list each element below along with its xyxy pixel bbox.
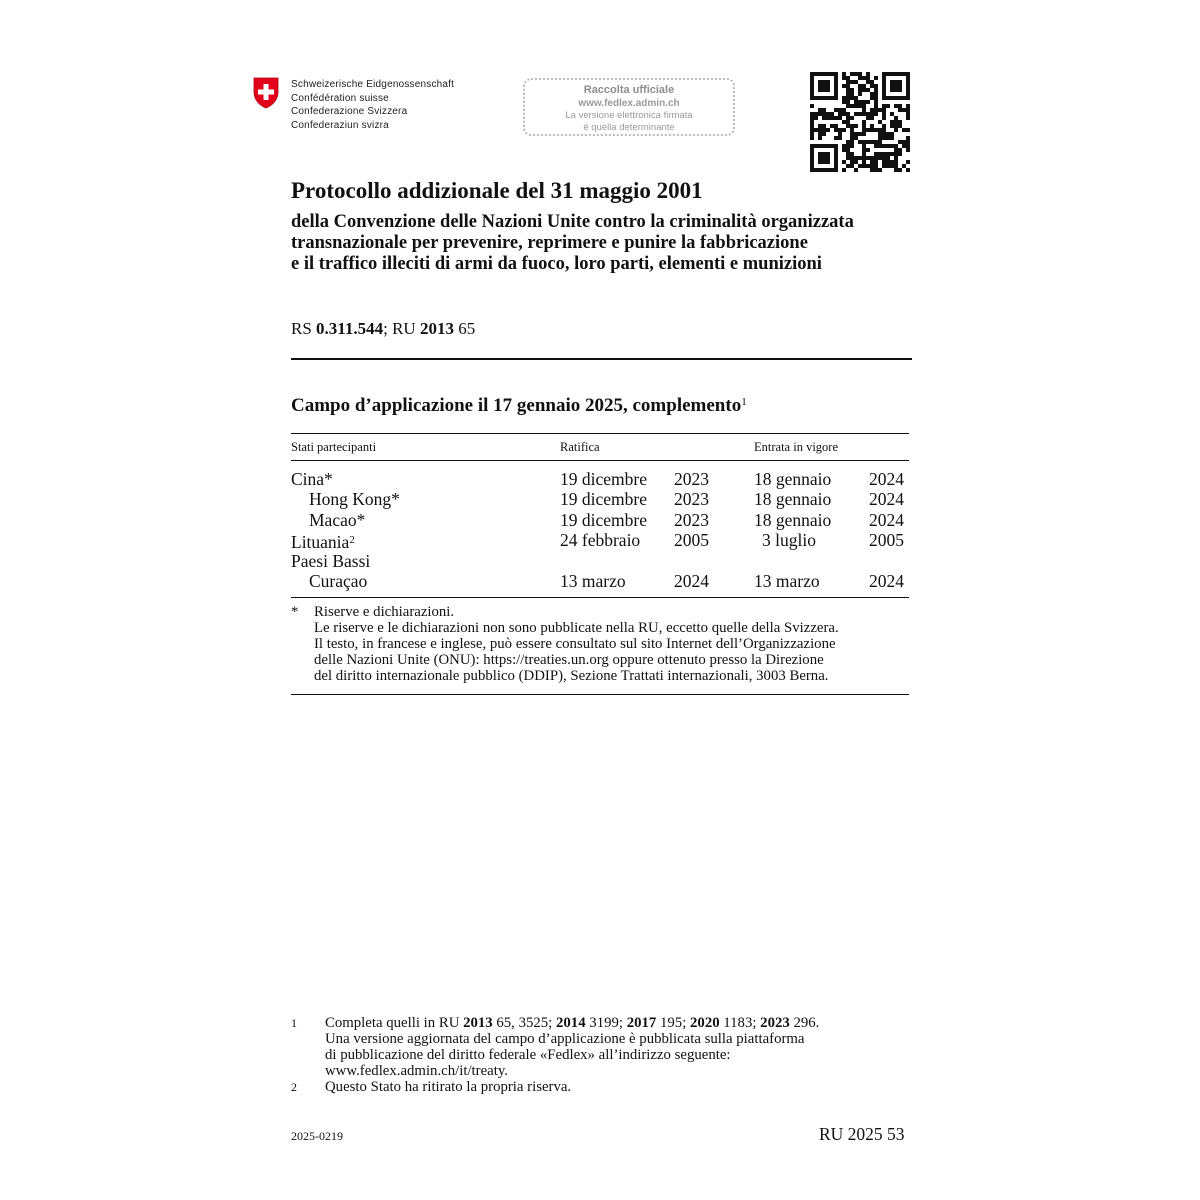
table-row bbox=[291, 530, 909, 553]
stamp-line-4: è quella determinante bbox=[583, 122, 675, 133]
footnote-ref-1: 1 bbox=[741, 396, 747, 408]
section-heading-text: Campo d’applicazione il 17 gennaio 2025, complemento bbox=[291, 395, 742, 416]
confederation-name bbox=[291, 78, 454, 132]
header-divider bbox=[291, 358, 912, 360]
document-id: 2025-0219 bbox=[291, 1129, 343, 1143]
footnote-2-line: Questo Stato ha ritirato la propria riserva. bbox=[325, 1079, 572, 1095]
state-cell: Cina* bbox=[291, 469, 333, 489]
confederation-line-fr: Confédération suisse bbox=[291, 92, 389, 104]
ref-year: 2020 bbox=[690, 1015, 720, 1031]
document-title: Protocollo addizionale del 31 maggio 2001 bbox=[291, 178, 703, 203]
footnote-1-line bbox=[325, 1015, 819, 1031]
table-row bbox=[291, 489, 909, 509]
note-divider bbox=[291, 694, 909, 695]
entry-year: 2024 bbox=[869, 570, 904, 591]
note-marker: * bbox=[291, 604, 299, 620]
ref-year: 2013 bbox=[463, 1015, 493, 1031]
ratification-year: 2024 bbox=[674, 570, 709, 591]
header-ratification: Ratifica bbox=[560, 440, 600, 454]
entry-year: 2024 bbox=[869, 469, 904, 489]
header-states: Stati partecipanti bbox=[291, 440, 377, 454]
participants-table bbox=[291, 433, 909, 598]
table-header bbox=[291, 434, 909, 460]
note-text bbox=[314, 604, 839, 684]
table-bottom-rule bbox=[291, 597, 909, 598]
state-cell bbox=[291, 530, 355, 552]
table-row bbox=[291, 571, 909, 591]
state-cell: Macao* bbox=[309, 509, 366, 530]
ref-pages: 3199; bbox=[585, 1015, 627, 1031]
ref-pages: 65, 3525; bbox=[492, 1015, 556, 1031]
footnote-1-line: di pubblicazione del diritto federale «Fedlex» all’indirizzo seguente: bbox=[325, 1047, 731, 1063]
subtitle-line: transnazionale per prevenire, reprimere e punire la fabbricazione bbox=[291, 233, 808, 253]
footnote-1-text bbox=[325, 1015, 819, 1079]
stamp-line-3: La versione elettronica firmata bbox=[565, 110, 693, 121]
ratification-year: 2023 bbox=[674, 509, 709, 530]
note-line: Le riserve e le dichiarazioni non sono pubblicate nella RU, eccetto quelle della Svizzera. bbox=[314, 620, 839, 636]
ratification-year: 2005 bbox=[674, 530, 709, 551]
ref-pages: 296. bbox=[789, 1015, 820, 1031]
entry-date: 3 luglio bbox=[762, 530, 816, 551]
entry-date: 18 gennaio bbox=[754, 509, 832, 530]
stamp-line-2: www.fedlex.admin.ch bbox=[578, 98, 680, 109]
footnote-2-text bbox=[325, 1079, 571, 1095]
ref-pages: 1183; bbox=[719, 1015, 761, 1031]
ref-year: 2017 bbox=[626, 1015, 657, 1031]
footnote-1-line: www.fedlex.admin.ch/it/treaty. bbox=[325, 1063, 508, 1079]
entry-year: 2005 bbox=[869, 530, 904, 551]
page-reference: RU 2025 53 bbox=[819, 1124, 905, 1144]
table-row bbox=[291, 510, 909, 530]
ratification-date: 19 dicembre bbox=[560, 489, 647, 510]
table-row bbox=[291, 551, 909, 571]
confederation-line-de: Schweizerische Eidgenossenschaft bbox=[291, 79, 455, 90]
entry-date: 18 gennaio bbox=[754, 489, 832, 510]
state-name: Lituania bbox=[291, 532, 350, 553]
header-entry: Entrata in vigore bbox=[754, 440, 838, 454]
footnote-number: 1 bbox=[291, 1016, 297, 1030]
confederation-line-it: Confederazione Svizzera bbox=[291, 106, 408, 117]
entry-year: 2024 bbox=[869, 509, 904, 530]
ratification-date: 19 dicembre bbox=[560, 509, 647, 530]
table-body bbox=[291, 461, 909, 597]
section-heading bbox=[291, 395, 747, 417]
ratification-year: 2023 bbox=[674, 469, 709, 489]
rs-number: 0.311.544 bbox=[316, 319, 384, 338]
footnote-1-line: Una versione aggiornata del campo d’applicazione è pubblicata sulla piattaforma bbox=[325, 1031, 805, 1047]
table-row bbox=[291, 469, 909, 489]
subtitle-line: e il traffico illeciti di armi da fuoco, loro parti, elementi e munizioni bbox=[291, 254, 822, 274]
entry-date: 13 marzo bbox=[754, 570, 820, 591]
note-line: Il testo, in francese e inglese, può essere consultato sul sito Internet dell’Organizzazione bbox=[314, 636, 836, 652]
ratification-year: 2023 bbox=[674, 489, 709, 510]
note-line: Riserve e dichiarazioni. bbox=[314, 604, 455, 620]
ref-pages: 195; bbox=[656, 1015, 691, 1031]
footnote-number: 2 bbox=[291, 1080, 297, 1094]
ratification-date: 19 dicembre bbox=[560, 469, 647, 489]
qr-code-icon bbox=[810, 72, 910, 172]
rs-label: RS bbox=[291, 319, 317, 338]
ru-separator: ; RU bbox=[383, 319, 420, 338]
ref-year: 2014 bbox=[556, 1015, 586, 1031]
note-line: del diritto internazionale pubblico (DDIP), Sezione Trattati internazionali, 3003 Berna. bbox=[314, 668, 829, 684]
entry-year: 2024 bbox=[869, 489, 904, 510]
entry-date: 18 gennaio bbox=[754, 469, 832, 489]
document-reference bbox=[291, 319, 475, 339]
state-cell: Curaçao bbox=[309, 570, 368, 591]
footnote-1-prefix: Completa quelli in RU bbox=[325, 1015, 464, 1031]
state-cell: Paesi Bassi bbox=[291, 550, 371, 571]
ratification-date: 13 marzo bbox=[560, 570, 626, 591]
ru-year: 2013 bbox=[419, 319, 454, 338]
subtitle-line: della Convenzione delle Nazioni Unite contro la criminalità organizzata bbox=[291, 212, 854, 232]
ref-year: 2023 bbox=[760, 1015, 790, 1031]
swiss-coat-of-arms-icon bbox=[253, 77, 279, 109]
stamp-line-1: Raccolta ufficiale bbox=[583, 84, 675, 96]
official-collection-stamp bbox=[523, 78, 735, 136]
document-subtitle bbox=[291, 212, 854, 275]
ratification-date: 24 febbraio bbox=[560, 530, 641, 551]
confederation-line-rm: Confederaziun svizra bbox=[291, 119, 389, 131]
ru-page: 65 bbox=[453, 319, 476, 338]
state-cell: Hong Kong* bbox=[309, 489, 400, 510]
note-line: delle Nazioni Unite (ONU): https://treaties.un.org oppure ottenuto presso la Direzione bbox=[314, 652, 824, 668]
footnote-ref-2: 2 bbox=[349, 534, 355, 547]
